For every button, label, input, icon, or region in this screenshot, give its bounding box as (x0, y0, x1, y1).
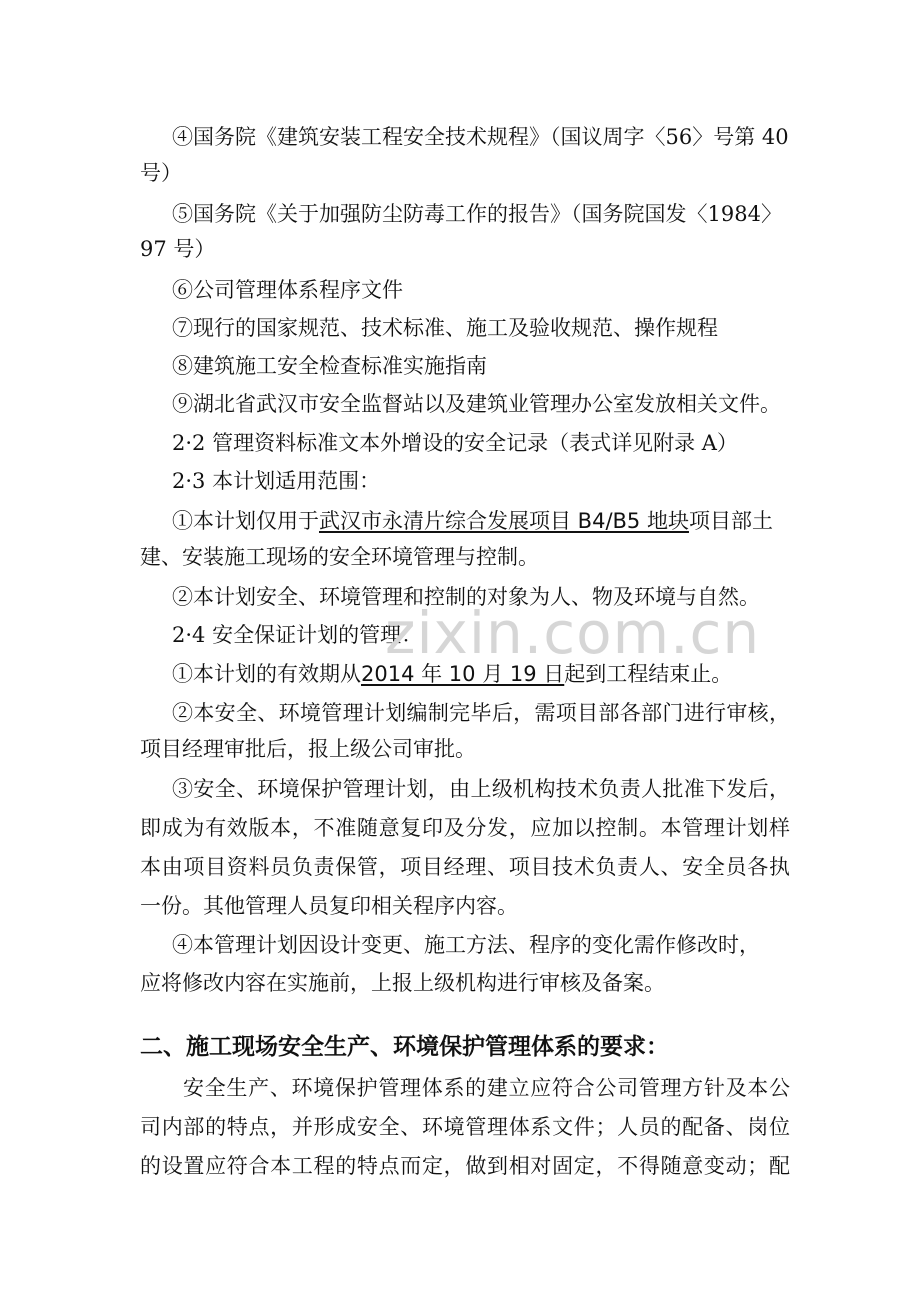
validity-suffix: 起到工程结束止。 (564, 662, 733, 686)
validity-prefix: ①本计划的有效期从 (172, 662, 361, 686)
scope-suffix: 项目部土 (688, 509, 773, 533)
validity-date: 2014 年 10 月 19 日 (361, 662, 565, 686)
scope-line (172, 506, 790, 536)
paragraph-line: 号） (140, 161, 182, 185)
scope-prefix: ①本计划仅用于 (172, 509, 319, 533)
paragraph-line: ③安全、环境保护管理计划，由上级机构技术负责人批准下发后， (172, 777, 790, 801)
paragraph-line: ②本安全、环境管理计划编制完毕后，需项目部各部门进行审核， (172, 701, 790, 725)
paragraph-line: ⑦现行的国家规范、技术标准、施工及验收规范、操作规程 (172, 316, 718, 340)
paragraph-line: 项目经理审批后，报上级公司审批。 (140, 737, 476, 761)
paragraph-line: ④国务院《建筑安装工程安全技术规程》（国议周字〈56〉号第 40 (172, 125, 789, 149)
paragraph-line: ⑥公司管理体系程序文件 (172, 278, 403, 302)
section-subheading: 2·4 安全保证计划的管理： (172, 623, 423, 647)
project-name: 武汉市永清片综合发展项目 B4/B5 地块 (319, 509, 689, 533)
paragraph-line: ④本管理计划因设计变更、施工方法、程序的变化需作修改时， (172, 933, 760, 957)
watermark: zixin.com.cn (385, 599, 761, 667)
section-heading: 二、施工现场安全生产、环境保护管理体系的要求： (140, 1034, 669, 1060)
paragraph-line: 安全生产、环境保护管理体系的建立应符合公司管理方针及本公 (183, 1076, 790, 1100)
paragraph-line: ⑤国务院《关于加强防尘防毒工作的报告》（国务院国发〈1984〉 (172, 202, 782, 226)
paragraph-line: 建、安装施工现场的安全环境管理与控制。 (140, 545, 539, 569)
paragraph-line: 的设置应符合本工程的特点而定，做到相对固定，不得随意变动；配 (140, 1154, 790, 1178)
paragraph-line: 一份。其他管理人员复印相关程序内容。 (140, 894, 518, 918)
paragraph-line: ⑧建筑施工安全检查标准实施指南 (172, 354, 487, 378)
paragraph-line: 即成为有效版本，不准随意复印及分发，应加以控制。本管理计划样 (140, 816, 790, 840)
paragraph-line: 应将修改内容在实施前，上报上级机构进行审核及备案。 (140, 971, 665, 995)
paragraph-line: ②本计划安全、环境管理和控制的对象为人、物及环境与自然。 (172, 585, 760, 609)
paragraph-line: 97 号） (140, 237, 216, 261)
paragraph-line: 2·2 管理资料标准文本外增设的安全记录（表式详见附录 A） (172, 431, 738, 455)
paragraph-line: ⑨湖北省武汉市安全监督站以及建筑业管理办公室发放相关文件。 (172, 392, 781, 416)
section-subheading: 2·3 本计划适用范围： (172, 469, 381, 493)
paragraph-line: 司内部的特点，并形成安全、环境管理体系文件；人员的配备、岗位 (140, 1115, 790, 1139)
paragraph-line: 本由项目资料员负责保管，项目经理、项目技术负责人、安全员各执 (140, 855, 790, 879)
